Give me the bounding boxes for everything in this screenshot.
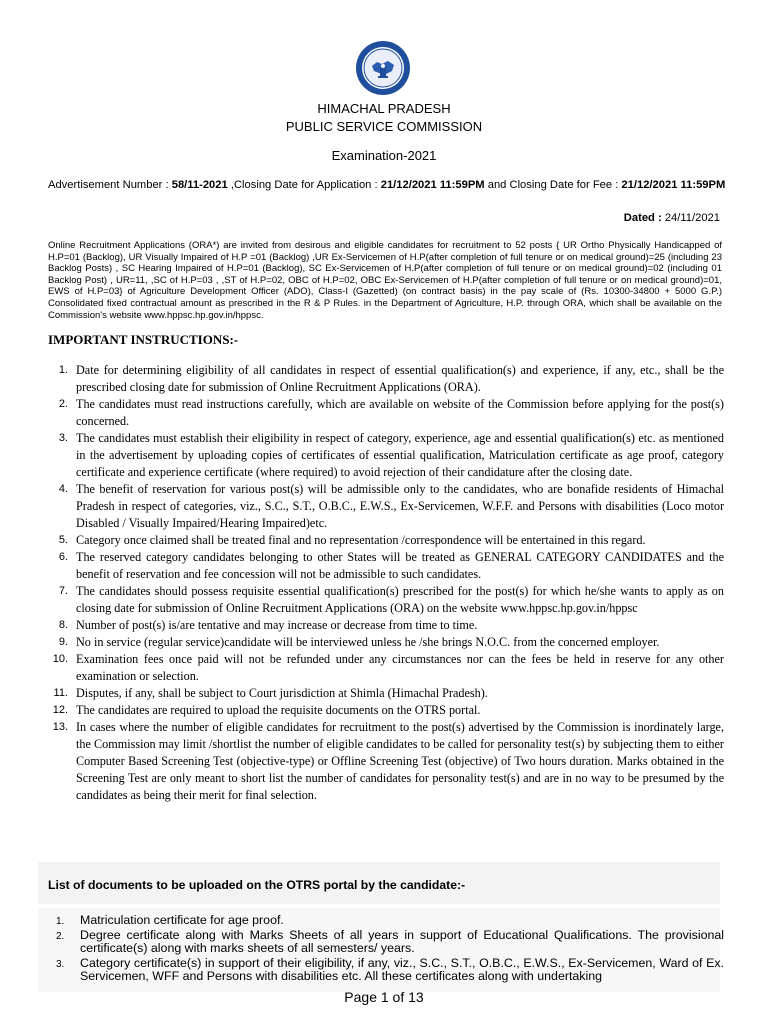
- instruction-item: [48, 702, 724, 719]
- document-text: Degree certificate along with Marks Sheets of all years in support of Educational Qualifications. The provisional certificate(s) along with marks sheets of all semesters/ years.: [80, 927, 724, 956]
- document-item: [56, 914, 724, 928]
- instruction-number: 3.: [58, 432, 68, 444]
- instruction-number: 7.: [58, 585, 68, 597]
- instruction-item: [48, 532, 724, 549]
- closing-app-date: 21/12/2021 11:59PM: [380, 179, 485, 191]
- adv-number-label: Advertisement Number :: [48, 179, 172, 191]
- examination-title: Examination-2021: [331, 148, 437, 163]
- instructions-list: [48, 362, 724, 804]
- dated-value: 24/11/2021: [664, 212, 720, 224]
- instruction-text: Disputes, if any, shall be subject to Court jurisdiction at Shimla (Himachal Pradesh).: [76, 686, 488, 700]
- instruction-text: The candidates must read instructions carefully, which are available on website of the Commission before applying for the post(s) concerned.: [76, 397, 724, 428]
- document-text: Matriculation certificate for age proof.: [80, 913, 284, 927]
- instruction-number: 8.: [58, 619, 68, 631]
- dated-label: Dated :: [623, 212, 665, 224]
- adv-number: 58/11-2021: [171, 179, 228, 191]
- hppsc-emblem-icon: [355, 40, 411, 96]
- document-item: [56, 957, 724, 984]
- ora-paragraph: Online Recruitment Applications (ORA*) are invited from desirous and eligible candidates for recruitment to 52 posts { UR Ortho Physically Handicapped of H.P=01 (Backlog), UR Visually Impaired of H.P =01 (Backlog) ,UR Ex-Servicemen of H.P(after completion of full tenure or on medical ground)=25 (including 23 Backlog Posts) , SC Hearing Impaired of H.P=01 (Backlog), SC Ex-Servicemen of H.P(after completion of full tenure or on medical ground)=02 (including 01 Backlog Post) , UR=11, ,SC of H.P=03 , ,ST of H.P=02, OBC of H.P=02, OBC Ex-Servicemen of H.P(after completion of full tenure or on medical ground)=01, EWS of H.P=03} of Agriculture Development Officer (ADO), Class-I (Gazetted) (on contract basis) in the pay scale of (Rs. 10300-34800 + 5000 G.P.) Consolidated fixed contractual amount as prescribed in the R & P Rules. in the Department of Agriculture, H.P. through ORA, which shall be available on the Commission's website www.hppsc.hp.gov.in/hppsc.: [48, 240, 722, 321]
- instruction-item: [48, 481, 724, 532]
- dated-line: [624, 212, 720, 224]
- instruction-item: [48, 634, 724, 651]
- instruction-number: 12.: [52, 704, 68, 716]
- advertisement-line: [48, 178, 728, 192]
- instruction-item: [48, 362, 724, 396]
- instruction-text: In cases where the number of eligible candidates for recruitment to the post(s) advertised by the Commission is inordinately large, the Commission may limit /shortlist the number of eligible candidates to be called for personality test(s) by subjecting them to either Computer Based Screening Test (objective-type) or Offline Screening Test (objective) of Two hours duration. Marks obtained in the Screening Test are only meant to short list the number of candidates for personality test(s) and are in no way to be presumed by the candidates as being their merit for final selection.: [76, 720, 724, 802]
- document-number: 3.: [56, 958, 65, 970]
- instruction-text: The benefit of reservation for various post(s) will be admissible only to the candidates, who are bonafide residents of Himachal Pradesh in respect of categories, viz., S.C., S.T., O.B.C., E.W.S., Ex-Servicemen, W.F.F. and Persons with disabilities (Loco motor Disabled / Visually Impaired/Hearing Impaired)etc.: [76, 482, 724, 530]
- document-number: 1.: [56, 916, 65, 927]
- closing-fee-label: and Closing Date for Fee :: [484, 179, 622, 191]
- instruction-text: The reserved category candidates belonging to other States will be treated as GENERAL CATEGORY CANDIDATES and the benefit of reservation and fee concession will not be admissible to such candidates.: [76, 550, 724, 581]
- commission-name: PUBLIC SERVICE COMMISSION: [285, 119, 483, 134]
- instruction-number: 1.: [58, 364, 68, 376]
- page-number: Page 1 of 13: [344, 989, 424, 1005]
- document-item: [56, 929, 724, 956]
- closing-fee-date: 21/12/2021 11:59PM: [621, 179, 726, 191]
- instruction-number: 4.: [58, 483, 68, 495]
- instruction-text: No in service (regular service)candidate will be interviewed unless he /she brings N.O.C. from the concerned employer.: [76, 635, 660, 649]
- instruction-text: Examination fees once paid will not be refunded under any circumstances nor can the fees be held in reserve for any other examination or selection.: [76, 652, 724, 683]
- instruction-number: 2.: [58, 398, 68, 410]
- instruction-number: 10.: [52, 653, 68, 665]
- instruction-item: [48, 583, 724, 617]
- instruction-number: 9.: [58, 636, 68, 648]
- instruction-item: [48, 396, 724, 430]
- closing-app-label: ,Closing Date for Application :: [227, 179, 381, 191]
- instruction-text: Category once claimed shall be treated final and no representation /correspondence will be entertained in this regard.: [76, 533, 646, 547]
- instruction-text: The candidates are required to upload the requisite documents on the OTRS portal.: [76, 703, 481, 717]
- document-text: Category certificate(s) in support of their eligibility, if any, viz., S.C., S.T., O.B.C., E.W.S., Ex-Servicemen, Ward of Ex. Servicemen, WFF and Persons with disabilities etc. All these certificates along with undertaking: [80, 955, 724, 984]
- instruction-item: [48, 719, 724, 804]
- documents-heading: List of documents to be uploaded on the OTRS portal by the candidate:-: [48, 878, 466, 892]
- instruction-item: [48, 617, 724, 634]
- instruction-item: [48, 685, 724, 702]
- instruction-number: 6.: [58, 551, 68, 563]
- instruction-number: 13.: [52, 721, 68, 733]
- instruction-item: [48, 430, 724, 481]
- instruction-text: Date for determining eligibility of all candidates in respect of essential qualification(s) and experience, if any, etc., shall be the prescribed closing date for submission of Online Recruitment Applications (ORA).: [76, 363, 724, 394]
- instruction-text: Number of post(s) is/are tentative and may increase or decrease from time to time.: [76, 618, 478, 632]
- instruction-item: [48, 549, 724, 583]
- document-number: 2.: [56, 930, 65, 942]
- instructions-heading: IMPORTANT INSTRUCTIONS:-: [48, 332, 239, 347]
- instruction-text: The candidates must establish their eligibility in respect of category, experience, age and essential qualification(s) etc. as mentioned in the advertisement by uploading copies of certificates of essential qualification, Matriculation certificate as age proof, category certificate and experience certificate (where required) to avoid rejection of their candidature after the closing date.: [76, 431, 724, 479]
- documents-list: [56, 914, 724, 985]
- instruction-number: 5.: [58, 534, 68, 546]
- instruction-number: 11.: [53, 687, 68, 699]
- instruction-text: The candidates should possess requisite essential qualification(s) prescribed for the post(s) for which he/she wants to apply as on closing date for submission of Online Recruitment Applications (ORA) on the website www.hppsc.hp.gov.in/hppsc: [76, 584, 724, 615]
- instruction-item: [48, 651, 724, 685]
- state-name: HIMACHAL PRADESH: [317, 101, 451, 116]
